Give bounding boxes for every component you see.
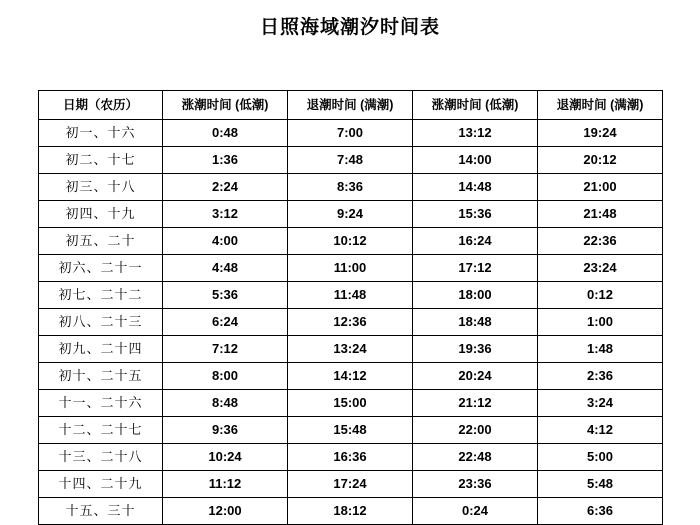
cell-rising-2: 20:24 [413, 363, 538, 390]
cell-falling-1: 7:48 [288, 147, 413, 174]
table-row [39, 471, 663, 498]
table-row [39, 228, 663, 255]
cell-falling-2: 0:12 [538, 282, 663, 309]
table-row [39, 201, 663, 228]
table-body [39, 120, 663, 525]
cell-falling-2: 22:36 [538, 228, 663, 255]
cell-rising-1: 6:24 [163, 309, 288, 336]
cell-date: 初九、二十四 [39, 336, 163, 363]
cell-date: 初一、十六 [39, 120, 163, 147]
cell-rising-2: 13:12 [413, 120, 538, 147]
cell-rising-2: 18:00 [413, 282, 538, 309]
cell-date: 初五、二十 [39, 228, 163, 255]
cell-rising-1: 2:24 [163, 174, 288, 201]
cell-date: 初六、二十一 [39, 255, 163, 282]
cell-rising-2: 16:24 [413, 228, 538, 255]
cell-falling-2: 1:00 [538, 309, 663, 336]
cell-falling-2: 21:00 [538, 174, 663, 201]
cell-falling-1: 18:12 [288, 498, 413, 525]
cell-rising-2: 22:48 [413, 444, 538, 471]
cell-rising-1: 10:24 [163, 444, 288, 471]
cell-date: 十三、二十八 [39, 444, 163, 471]
cell-falling-1: 12:36 [288, 309, 413, 336]
tide-table [38, 90, 663, 525]
table-row [39, 147, 663, 174]
column-header-rising-2: 涨潮时间 (低潮) [413, 91, 538, 120]
table-row [39, 120, 663, 147]
page-title: 日照海域潮汐时间表 [259, 17, 440, 38]
cell-rising-1: 7:12 [163, 336, 288, 363]
column-header-rising-1: 涨潮时间 (低潮) [163, 91, 288, 120]
page [0, 12, 700, 516]
cell-falling-1: 7:00 [288, 120, 413, 147]
cell-rising-2: 19:36 [413, 336, 538, 363]
cell-rising-2: 18:48 [413, 309, 538, 336]
cell-date: 初二、十七 [39, 147, 163, 174]
table-header [39, 91, 663, 120]
cell-date: 十五、三十 [39, 498, 163, 525]
table-row [39, 336, 663, 363]
cell-date: 初八、二十三 [39, 309, 163, 336]
cell-falling-1: 16:36 [288, 444, 413, 471]
column-header-falling-1: 退潮时间 (满潮) [288, 91, 413, 120]
cell-date: 十二、二十七 [39, 417, 163, 444]
cell-rising-2: 23:36 [413, 471, 538, 498]
cell-rising-2: 0:24 [413, 498, 538, 525]
cell-falling-1: 14:12 [288, 363, 413, 390]
cell-rising-1: 5:36 [163, 282, 288, 309]
cell-rising-2: 14:00 [413, 147, 538, 174]
cell-falling-2: 4:12 [538, 417, 663, 444]
cell-falling-1: 8:36 [288, 174, 413, 201]
cell-falling-2: 5:00 [538, 444, 663, 471]
table-header-row [39, 91, 663, 120]
cell-rising-1: 4:00 [163, 228, 288, 255]
cell-falling-1: 9:24 [288, 201, 413, 228]
cell-date: 初十、二十五 [39, 363, 163, 390]
cell-falling-2: 23:24 [538, 255, 663, 282]
cell-date: 十四、二十九 [39, 471, 163, 498]
cell-rising-1: 0:48 [163, 120, 288, 147]
cell-falling-2: 5:48 [538, 471, 663, 498]
table-row [39, 255, 663, 282]
cell-rising-1: 9:36 [163, 417, 288, 444]
tide-table-container [38, 90, 662, 525]
cell-rising-2: 14:48 [413, 174, 538, 201]
cell-rising-1: 12:00 [163, 498, 288, 525]
cell-falling-1: 17:24 [288, 471, 413, 498]
cell-falling-2: 19:24 [538, 120, 663, 147]
cell-falling-1: 15:00 [288, 390, 413, 417]
cell-rising-1: 4:48 [163, 255, 288, 282]
cell-falling-2: 2:36 [538, 363, 663, 390]
cell-date: 初七、二十二 [39, 282, 163, 309]
cell-falling-1: 10:12 [288, 228, 413, 255]
column-header-falling-2: 退潮时间 (满潮) [538, 91, 663, 120]
cell-rising-1: 1:36 [163, 147, 288, 174]
cell-falling-1: 11:00 [288, 255, 413, 282]
table-row [39, 390, 663, 417]
table-row [39, 282, 663, 309]
cell-rising-1: 11:12 [163, 471, 288, 498]
table-row [39, 309, 663, 336]
cell-falling-2: 3:24 [538, 390, 663, 417]
table-row [39, 498, 663, 525]
cell-falling-2: 21:48 [538, 201, 663, 228]
cell-rising-2: 15:36 [413, 201, 538, 228]
cell-rising-1: 8:00 [163, 363, 288, 390]
cell-falling-1: 11:48 [288, 282, 413, 309]
table-row [39, 174, 663, 201]
column-header-date: 日期（农历） [39, 91, 163, 120]
cell-rising-1: 3:12 [163, 201, 288, 228]
cell-rising-2: 17:12 [413, 255, 538, 282]
cell-rising-2: 21:12 [413, 390, 538, 417]
cell-falling-2: 1:48 [538, 336, 663, 363]
cell-falling-2: 6:36 [538, 498, 663, 525]
cell-rising-2: 22:00 [413, 417, 538, 444]
cell-rising-1: 8:48 [163, 390, 288, 417]
table-row [39, 363, 663, 390]
cell-date: 十一、二十六 [39, 390, 163, 417]
cell-date: 初三、十八 [39, 174, 163, 201]
cell-falling-2: 20:12 [538, 147, 663, 174]
table-row [39, 444, 663, 471]
cell-date: 初四、十九 [39, 201, 163, 228]
cell-falling-1: 13:24 [288, 336, 413, 363]
table-row [39, 417, 663, 444]
cell-falling-1: 15:48 [288, 417, 413, 444]
